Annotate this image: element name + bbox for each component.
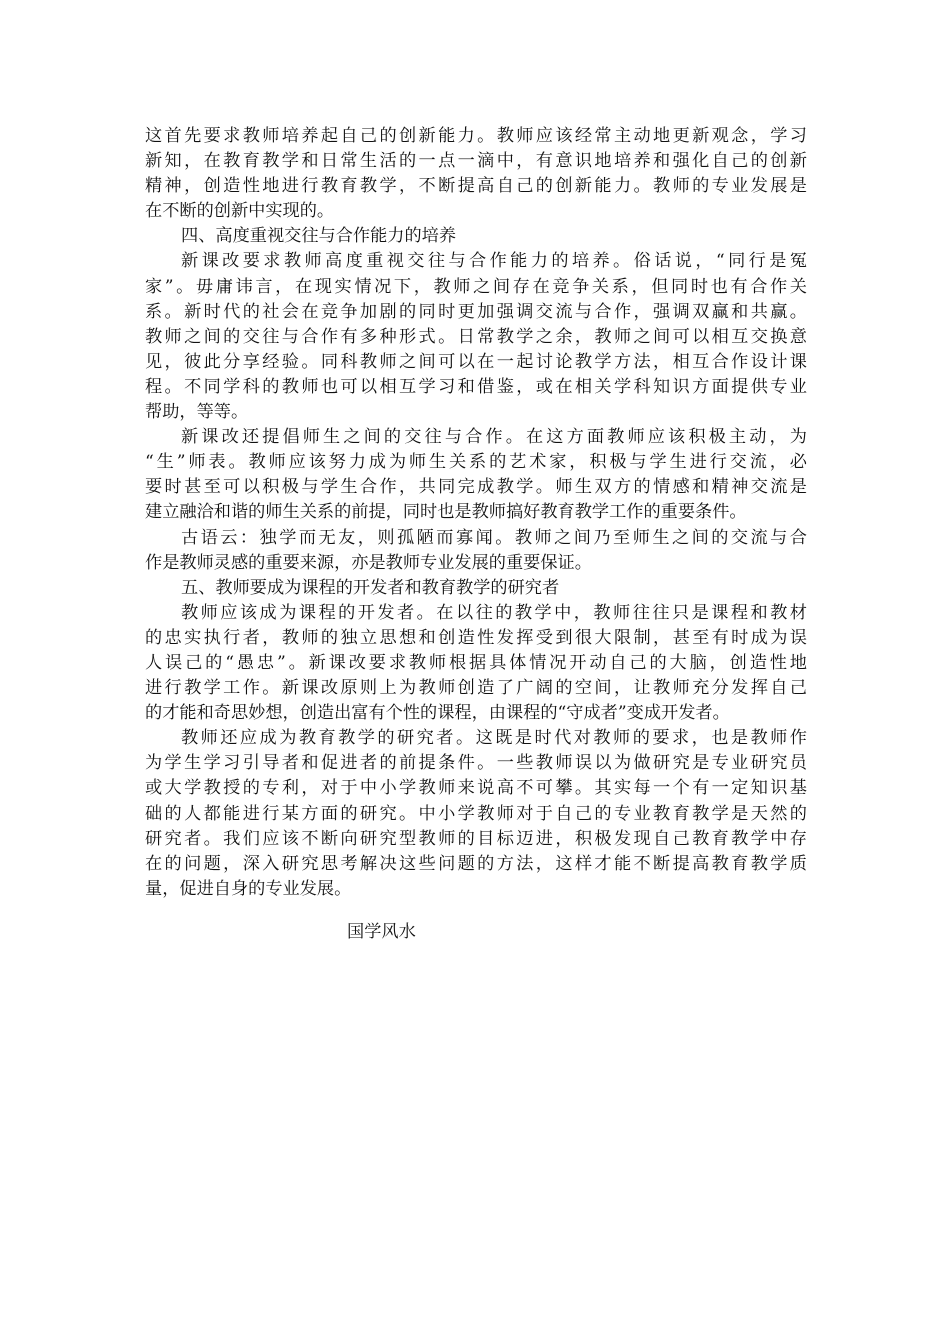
paragraph (145, 124, 807, 224)
paragraph (145, 224, 807, 249)
text-line: 建立融洽和谐的师生关系的前提，同时也是教师搞好教育教学工作的重要条件。 (145, 502, 747, 523)
text-line: 础的人都能进行某方面的研究。中小学教师对于自己的专业教育教学是天然的 (145, 803, 807, 824)
text-line: 要时甚至可以积极与学生合作，共同完成教学。师生双方的情感和精神交流是 (145, 477, 807, 498)
text-line: 五、教师要成为课程的开发者和教育教学的研究者 (181, 577, 560, 598)
text-line: 的忠实执行者，教师的独立思想和创造性发挥受到很大限制，甚至有时成为误 (145, 627, 807, 648)
text-line: 的才能和奇思妙想，创造出富有个性的课程，由课程的“守成者”变成开发者。 (145, 703, 730, 724)
text-line: 见，彼此分享经验。同科教师之间可以在一起讨论教学方法，相互合作设计课 (145, 351, 807, 372)
text-line: 系。新时代的社会在竞争加剧的同时更加强调交流与合作，强调双赢和共赢。 (145, 301, 807, 322)
paragraph (145, 601, 807, 726)
text-line: 新课改要求教师高度重视交往与合作能力的培养。俗话说，“同行是冤 (181, 251, 807, 272)
text-line: “生”师表。教师应该努力成为师生关系的艺术家，积极与学生进行交流，必 (145, 452, 807, 473)
paragraph (145, 726, 807, 902)
text-line: 程。不同学科的教师也可以相互学习和借鉴，或在相关学科知识方面提供专业 (145, 376, 807, 397)
text-line: 作是教师灵感的重要来源，亦是教师专业发展的重要保证。 (145, 552, 592, 573)
text-line: 家”。毋庸讳言，在现实情况下，教师之间存在竞争关系，但同时也有合作关 (145, 276, 807, 297)
text-line: 量，促进自身的专业发展。 (145, 878, 352, 899)
text-line: 四、高度重视交往与合作能力的培养 (181, 226, 457, 247)
text-line: 为学生学习引导者和促进者的前提条件。一些教师误以为做研究是专业研究员 (145, 753, 807, 774)
text-line: 在的问题，深入研究思考解决这些问题的方法，这样才能不断提高教育教学质 (145, 853, 807, 874)
paragraph (145, 249, 807, 425)
text-line: 教师还应成为教育教学的研究者。这既是时代对教师的要求，也是教师作 (181, 728, 807, 749)
text-line: 新知，在教育教学和日常生活的一点一滴中，有意识地培养和强化自己的创新 (145, 151, 807, 172)
text-line: 人误己的“愚忠”。新课改要求教师根据具体情况开动自己的大脑，创造性地 (145, 652, 807, 673)
text-line: 或大学教授的专利，对于中小学教师来说高不可攀。其实每一个有一定知识基 (145, 778, 807, 799)
text-line: 教师之间的交往与合作有多种形式。日常教学之余，教师之间可以相互交换意 (145, 326, 807, 347)
paragraph (145, 425, 807, 525)
paragraph (145, 576, 807, 601)
text-line: 古语云：独学而无友，则孤陋而寡闻。教师之间乃至师生之间的交流与合 (181, 527, 807, 548)
text-line: 帮助，等等。 (145, 402, 249, 423)
text-line: 进行教学工作。新课改原则上为教师创造了广阔的空间，让教师充分发挥自己 (145, 678, 807, 699)
text-line: 这首先要求教师培养起自己的创新能力。教师应该经常主动地更新观念，学习 (145, 126, 807, 146)
footer-text: 国学风水 (347, 922, 416, 942)
text-line: 教师应该成为课程的开发者。在以往的教学中，教师往往只是课程和教材 (181, 602, 807, 623)
text-line: 新课改还提倡师生之间的交往与合作。在这方面教师应该积极主动，为 (181, 427, 807, 448)
text-line: 研究者。我们应该不断向研究型教师的目标迈进，积极发现自己教育教学中存 (145, 828, 807, 849)
text-line: 在不断的创新中实现的。 (145, 201, 335, 222)
text-line: 精神，创造性地进行教育教学，不断提高自己的创新能力。教师的专业发展是 (145, 176, 807, 197)
document-body (145, 124, 807, 902)
paragraph (145, 526, 807, 576)
